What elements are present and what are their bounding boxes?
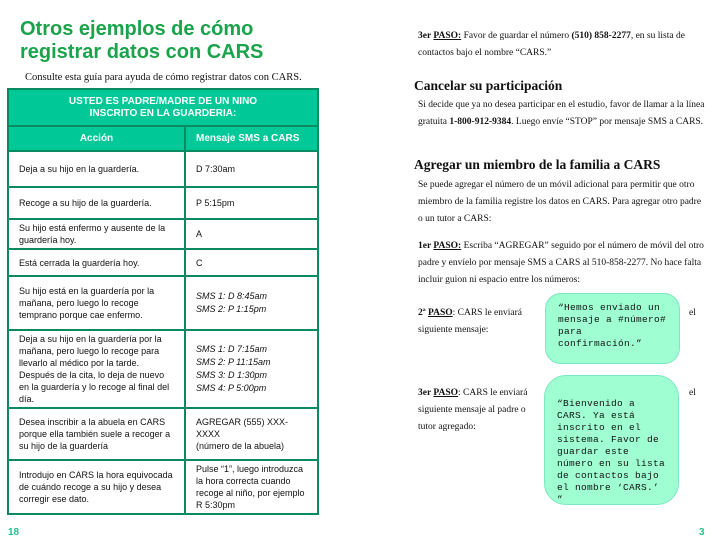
action-cell: Recoge a su hijo de la guardería. — [8, 187, 185, 219]
sms-line: D 7:30am — [196, 164, 236, 174]
action-cell: Su hijo está enfermo y ausente de la guardería hoy. — [8, 219, 185, 249]
sms-cell — [185, 187, 318, 219]
action-cell: Desea inscribir a la abuela en CARS porque ella también suele a recoger a su hijo de la guardería — [8, 408, 185, 460]
step2-text: 2ª PASO: CARS le enviará siguiente mensaje: — [418, 308, 523, 335]
sms-guide-table — [7, 88, 319, 515]
table-row — [8, 330, 318, 408]
intro-text: Consulte esta guía para ayuda de cómo registrar datos con CARS. — [25, 72, 302, 83]
sms-cell — [185, 460, 318, 514]
step3-text: 3er PASO: CARS le enviará siguiente mensaje al padre o tutor agregado: — [418, 388, 528, 432]
sms-line: A — [196, 229, 203, 239]
sms-line: SMS 1: D 7:15am — [196, 344, 268, 354]
table-row — [8, 151, 318, 187]
step1-text: 1er PASO: Escriba “AGREGAR” seguido por el número de móvil del otro padre y envíelo por mensaje SMS a CARS al 510-858-2277. No hace falta incluir guion ni espacio entre los números: — [418, 241, 704, 285]
action-cell: Está cerrada la guardería hoy. — [8, 249, 185, 276]
sms-line: SMS 2: P 11:15am — [196, 357, 271, 367]
table-row — [8, 219, 318, 249]
action-cell: Su hijo está en la guardería por la mañana, pero luego lo recoge temprano porque cae enfermo. — [8, 276, 185, 330]
add-member-text: Se puede agregar el número de un móvil adicional para permitir que otro miembro de la familia registre los datos en CARS. Para agregar otro padre o un tutor a CARS: — [418, 180, 702, 224]
table-row — [8, 276, 318, 330]
add-member-heading: Agregar un miembro de la familia a CARS — [414, 157, 661, 172]
page-number-left: 18 — [8, 527, 20, 538]
action-cell: Deja a su hijo en la guardería por la mañana, pero luego lo recoge para llevarlo al médico por la tarde. Después de la cita, lo deja de nuevo en la guardería y lo recoge al final del día. — [8, 330, 185, 408]
confirmation-message-bubble: “Hemos enviado un mensaje a #número# para confirmación.” — [545, 293, 680, 364]
table-row — [8, 460, 318, 514]
sms-line: P 5:15pm — [196, 198, 235, 208]
sms-line: SMS 3: D 1:30pm — [196, 370, 268, 380]
table-row — [8, 249, 318, 276]
sms-line: SMS 4: P 5:00pm — [196, 383, 267, 393]
el-word-2: el — [689, 388, 696, 398]
sms-cell — [185, 151, 318, 187]
el-word: el — [689, 308, 696, 318]
sms-line: SMS 1: D 8:45am — [196, 291, 268, 301]
sms-cell — [185, 249, 318, 276]
sms-line: (número de la abuela) — [196, 441, 285, 451]
table-row — [8, 408, 318, 460]
page-number-right: 3 — [699, 527, 705, 538]
table-row — [8, 187, 318, 219]
action-cell: Introdujo en CARS la hora equivocada de cuándo recoge a su hijo y desea corregir ese dato. — [8, 460, 185, 514]
sms-cell — [185, 330, 318, 408]
cancel-text: Si decide que ya no desea participar en el estudio, favor de llamar a la línea gratuita 1-800-912-9384. Luego envíe “STOP” por mensaje SMS a CARS. — [418, 100, 705, 127]
sms-line: C — [196, 257, 203, 268]
sms-line: Pulse “1”, luego introduzca la hora correcta cuando recoge al niño, por ejemplo R 5:30pm — [196, 464, 305, 510]
sms-cell — [185, 276, 318, 330]
col-header-action: Acción — [8, 126, 185, 151]
step3-save-number: 3er PASO: Favor de guardar el número (510) 858-2277, en su lista de contactos bajo el nombre “CARS.” — [418, 31, 685, 58]
table-title: USTED ES PADRE/MADRE DE UN NINO INSCRITO EN LA GUARDERIA: — [8, 89, 318, 126]
page-title: Otros ejemplos de cómo registrar datos con CARS — [20, 18, 264, 63]
sms-line: AGREGAR (555) XXX-XXXX — [196, 417, 289, 439]
sms-line: SMS 2: P 1:15pm — [196, 304, 267, 314]
action-cell: Deja a su hijo en la guardería. — [8, 151, 185, 187]
welcome-message-bubble: “Bienvenido a CARS. Ya está inscrito en el sistema. Favor de guardar este número en su lista de contactos bajo el nombre ‘CARS.’ ” — [544, 375, 679, 505]
sms-cell — [185, 408, 318, 460]
col-header-sms: Mensaje SMS a CARS — [185, 126, 318, 151]
sms-cell — [185, 219, 318, 249]
cancel-heading: Cancelar su participación — [414, 78, 563, 93]
